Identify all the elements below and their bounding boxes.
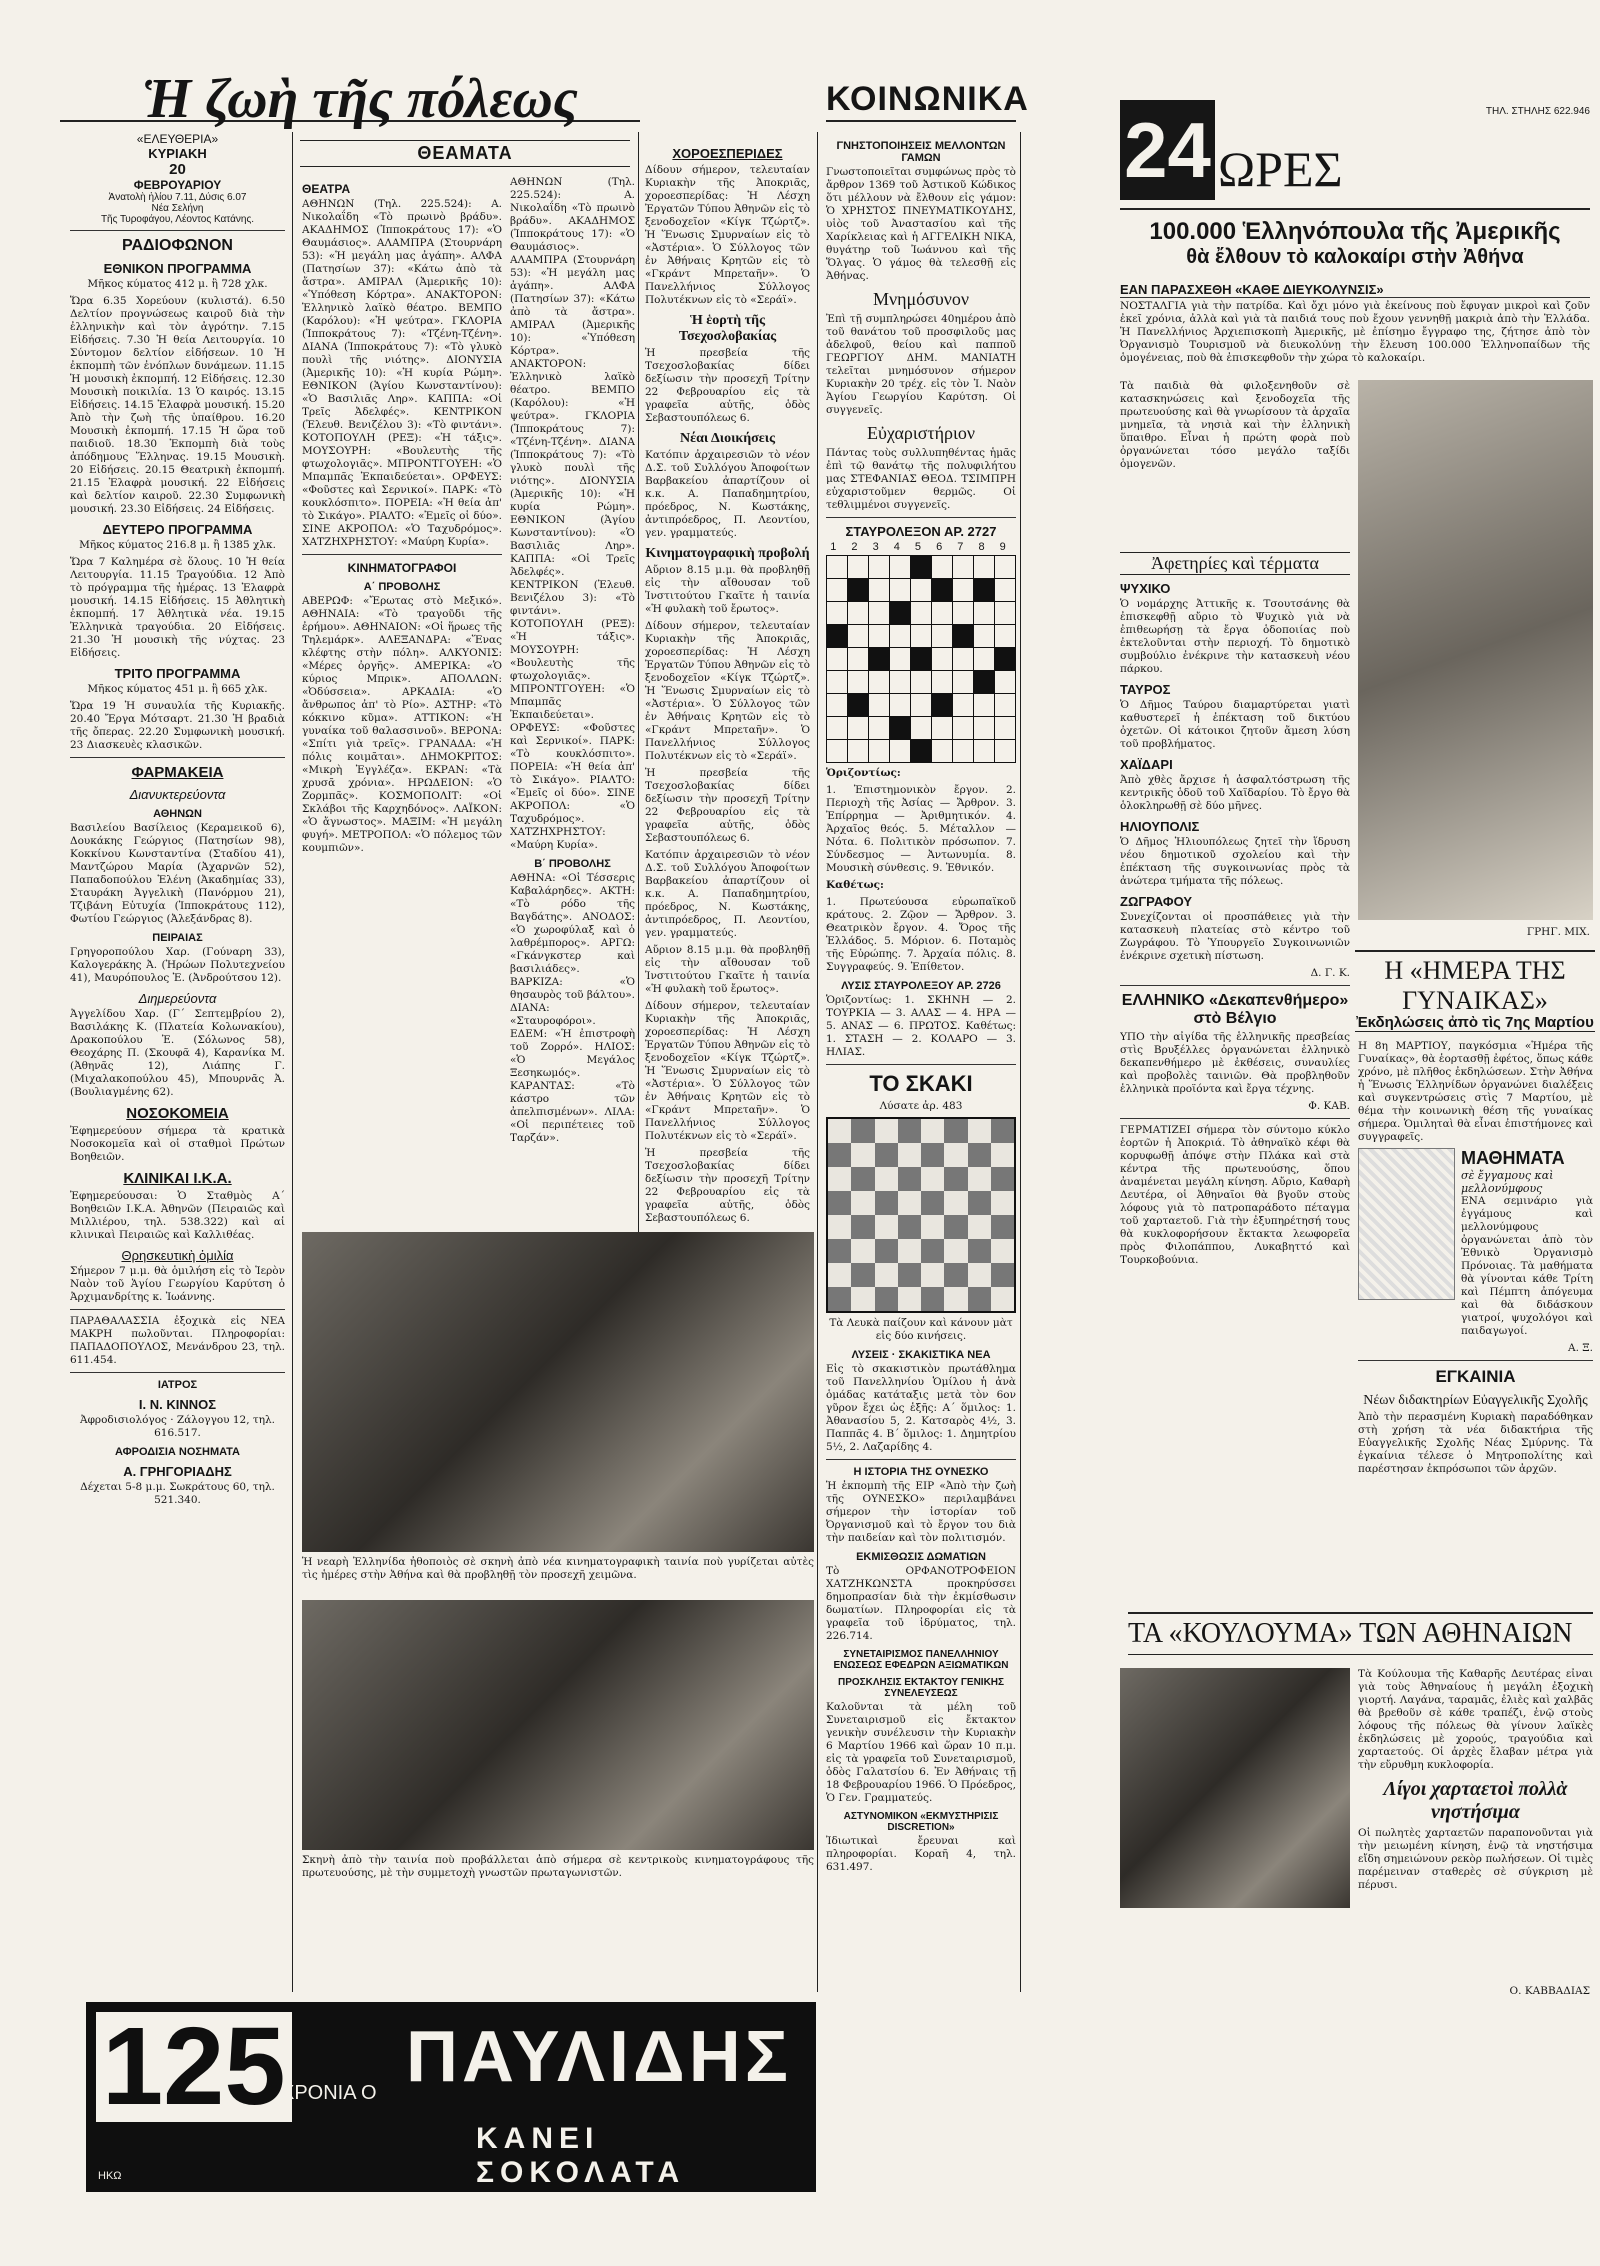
memorial-text: Ἐπὶ τῇ συμπληρώσει 40ημέρου ἀπὸ τοῦ θανάτου τοῦ προσφιλοῦς μας ἀδελφοῦ, θείου καὶ παπποῦ ΓΕΩΡΓΙΟΥ ΔΗΜ. ΜΑΝΙΑΤΗ τελεῖται μνημόσυνον σήμερον Κυριακὴν 20 τρέχ. εἰς τὸν Ἱ. Ναὸν Ἁγίου Γεωργίου Καρύτση. Οἱ συγγενεῖς. [826, 313, 1016, 416]
ika-clinics-text: Ἐφημερεύουσαι: Ὁ Σταθμὸς Α΄ Βοηθειῶν Ι.Κ.Α. Ἀθηνῶν (Πειραιῶς καὶ Μιλλιέρου, τηλ. 538.322) καὶ αἱ κλινικαὶ Πειραιῶς καὶ Καλλιθέας. [70, 1190, 285, 1241]
ad-slogan: ΚΑΝΕΙ ΣΟΚΟΛΑΤΑ [476, 2122, 686, 2189]
masthead-rule-right [826, 120, 1016, 122]
pharmacies-text2: Γρηγοροπούλου Χαρ. (Γούναρη 33), Καλογεράκης Ἀ. (Ἡρώων Πολυτεχνείου 41), Μαυρόπουλος Ἐ. (Ἀνδρούτσου 12). [70, 946, 285, 984]
hours-headline-1: 100.000 Ἑλληνόπουλα τῆς Ἀμερικῆς [1149, 218, 1561, 245]
almanac-month: ΦΕΒΡΟΥΑΡΙΟΥ [133, 178, 222, 192]
pharmacies-title: ΦΑΡΜΑΚΕΙΑ [131, 764, 224, 781]
unesco-title: Η ΙΣΤΟΡΙΑ ΤΗΣ ΟΥΝΕΣΚΟ [853, 1466, 989, 1478]
cinema-second-run: Β΄ ΠΡΟΒΟΛΗΣ [534, 858, 611, 870]
column-social [826, 134, 1016, 1994]
hospitals-text: Ἐφημερεύουν σήμερα τὰ κρατικὰ Νοσοκομεῖα καὶ οἱ σταθμοὶ Πρώτων Βοηθειῶν. [70, 1125, 285, 1163]
weddings-title: ΓΝΗΣΤΟΠΟΙΗΣΕΙΣ ΜΕΛΛΟΝΤΩΝ ΓΑΜΩΝ [836, 140, 1006, 164]
elliniko-title: ΕΛΛΗΝΙΚΟ «Δεκαπενθήμερο» στὸ Βέλγιο [1121, 992, 1349, 1027]
sermon-title: Θρησκευτικὴ ὁμιλία [121, 1248, 234, 1263]
radio-wave3: Μῆκος κύματος 451 μ. ἢ 665 χλκ. [87, 683, 268, 695]
theatres-text: ΑΘΗΝΩΝ (Τηλ. 225.524): Α. Νικολαΐδη «Τὸ πρωινὸ βράδυ». ΑΚΑΔΗΜΟΣ (Ἰπποκράτους 17): «Ὁ Θαυμάσιος». ΑΛΑΜΠΡΑ (Στουρνάρη 53): «Ἡ μεγάλη μας ἀγάπη». ΑΛΦΑ (Πατησίων 37): «Κάτω ἀπὸ τὰ ἄστρα». ΑΜΙΡΑΛ (Ἀμερικῆς 10): «Ὑπόθεση Κόρτρα». ΑΝΑΚΤΟΡΟΝ: Ἑλληνικὸ λαϊκὸ θέατρο. ΒΕΜΠΟ (Καρόλου): «Ἡ ψεύτρα». ΓΚΛΟΡΙΑ (Ἱπποκράτους 7): «Τζένη-Τζένη». ΔΙΑΝΑ (Ἱπποκράτους 7): «Τὸ γλυκὸ πουλὶ τῆς νιότης». ΔΙΟΝΥΣΙΑ (Ἀμερικῆς 10): «Ἡ κυρία Ρώμη». ΕΘΝΙΚΟΝ (Ἁγίου Κωνσταντίνου): «Ὁ Βασιλιᾶς Ληρ». ΚΑΠΠΑ: «Οἱ Τρεῖς Ἀδελφές». ΚΕΝΤΡΙΚΟΝ (Ἐλευθ. Βενιζέλου 3): «Τὸ φιντάνι». ΚΟΤΟΠΟΥΛΗ (ΡΕΞ): «Ἡ τάξις». ΜΟΥΣΟΥΡΗ: «Βουλευτὴς τῆς φτωχολογιᾶς». ΜΠΡΟΝΤΓΟΥΕΗ: «Ὁ Μπαμπᾶς Ἐκπαιδεύεται». ΟΡΦΕΥΣ: «Φοῦστες καὶ Σερνικοί». ΠΑΡΚ: «Τὸ κουκλόσπιτο». ΠΟΡΕΙΑ: «Ἡ θεία ἀπ' τὸ Σικάγο». ΡΙΑΛΤΟ: «Ἐμεῖς οἱ δύο». ΣΙΝΕ ΑΚΡΟΠΟΛ: «Ὁ Ταχυδρόμος». ΧΑΤΖΗΧΡΗΣΤΟΥ: «Μαύρη Κυρία». [302, 198, 502, 548]
film-photo [302, 1232, 814, 1552]
cinema-first-text: ΑΒΕΡΩΦ: «Ἔρωτας στὸ Μεξικό». ΑΘΗΝΑΙΑ: «Τὸ τραγοῦδι τῆς ἐρήμου». ΑΘΗΝΑΙΟΝ: «Οἱ ἥρωες τῆς Τηλεμάρκ». ΑΛΕΞΑΝΔΡΑ: «Ἕνας κλέφτης στὴν πόλη». ΑΛΚΥΟΝΙΣ: «Μέρες ὀργῆς». ΑΜΕΡΙΚΑ: «Ὁ κύριος Μπρικ». ΑΠΟΛΛΩΝ: «Ὀδύσσεια». ΑΡΚΑΔΙΑ: «Ὁ ἄνθρωπος ἀπ' τὸ Ρίο». ΑΣΤΗΡ: «Τὸ κόκκινο κῦμα». ΑΤΤΙΚΟΝ: «Ἡ γυναίκα τοῦ θαλασσινοῦ». ΒΕΡΟΝΑ: «Σπίτι γιὰ τρεῖς». ΓΡΑΝΑΔΑ: «Ἡ πόλις κοιμᾶται». ΔΗΜΟΚΡΙΤΟΣ: «Μικρὴ Ἐγγλέζα». ΕΚΡΑΝ: «Τὰ χρυσᾶ χρόνια». ΗΡΩΔΕΙΟΝ: «Ὁ Ζορμπᾶς». ΚΟΣΜΟΠΟΛΙΤ: «Οἱ Σκλάβοι τῆς Καρχηδόνος». ΛΑΪΚΟΝ: «Ὁ ἄγνωστος». ΜΑΞΙΜ: «Ἡ μεγάλη φυγή». ΜΕΤΡΟΠΟΛ: «Ὁ πόλεμος τῶν κουμπιῶν». [302, 595, 502, 854]
womens-day-sub: Ἐκδηλώσεις ἀπὸ τὶς 7ης Μαρτίου [1356, 1014, 1594, 1031]
almanac-divider [70, 230, 285, 231]
almanac-sun: Ἀνατολὴ ἡλίου 7.11, Δύσις 6.07 [108, 192, 247, 203]
film-caption: Ἡ νεαρὴ Ἐλληνίδα ἠθοποιὸς σὲ σκηνὴ ἀπὸ νέα κινηματογραφικὴ ταινία ποὺ γυρίζεται αὐτὲς τὶς ἡμέρες στὴν Ἀθήνα καὶ θὰ προβληθῇ τὸν προσεχῆ χειμῶνα. [302, 1556, 814, 1581]
koulouma-signature: Ο. ΚΑΒΒΑΔΙΑΣ [1509, 1985, 1590, 1997]
crossword-divider [826, 517, 1016, 518]
dances-title: ΧΟΡΟΕΣΠΕΡΙΔΕΣ [672, 146, 783, 161]
couple-caption: Σκηνὴ ἀπὸ τὴν ταινία ποὺ προβάλλεται ἀπὸ σήμερα σὲ κεντρικοὺς κινηματογράφους τῆς πρωτευούσης, μὲ τὴν συμμετοχὴ γνωστῶν πρωταγωνιστῶν. [302, 1854, 814, 1879]
pharmacies-text1: Βασιλείου Βασίλειος (Κεραμεικοῦ 6), Δουκάκης Γεώργιος (Πατησίων 98), Κοκκίνου Κωνσταντίνα (Σταδίου 41), Μαντζώρου Μαρία (Ἀχαρνῶν 52), Παπαδοπούλου Ἑλένη (Ἀκαδημίας 33), Σταυράκη Ἀγγελικὴ (Πανόρμου 21), Τζιβάνη Εὐτυχία (Ἱπποκράτους 112), Φωτίου Γεώργιος (Ἀλεξάνδρας 8). [70, 822, 285, 925]
doctor-name: Ι. Ν. ΚΙΝΝΟΣ [138, 1397, 217, 1412]
coop-title: ΣΥΝΕΤΑΙΡΙΣΜΟΣ ΠΑΝΕΛΛΗΝΙΟΥ ΕΝΩΣΕΩΣ ΕΦΕΔΡΩΝ ΑΞΙΩΜΑΤΙΚΩΝ [833, 1649, 1009, 1671]
radio-ethniko: ΕΘΝΙΚΟΝ ΠΡΟΓΡΑΜΜΑ [103, 261, 252, 276]
koulouma-title: ΤΑ «ΚΟΥΛΟΥΜΑ» ΤΩΝ ΑΘΗΝΑΙΩΝ [1128, 1612, 1593, 1655]
hours-badge [1120, 100, 1215, 200]
chess-divider [826, 1064, 1016, 1065]
phone-note: ΤΗΛ. ΣΤΗΛΗΣ 622.946 [1485, 106, 1590, 117]
column-theatres-2 [510, 176, 635, 1221]
new-boards-title: Νέαι Διοικήσεις [680, 431, 775, 446]
kites-title: Λίγοι χαρταετοὶ πολλὰ νηστήσιμα [1383, 1778, 1568, 1823]
police-text: Ἰδιωτικαὶ ἔρευναι καὶ πληροφορίαι. Κοραῆ 4, τηλ. 631.497. [826, 1835, 1016, 1873]
film-show-text-repeat: Αὔριον 8.15 μ.μ. θὰ προβληθῇ εἰς τὴν αἴθουσαν τοῦ Ἰνστιτούτου Γκαῖτε ἡ ταινία «Ἡ φυλακὴ τοῦ ἔρωτος». [645, 944, 810, 995]
inauguration-title: ΕΓΚΑΙΝΙΑ [1435, 1367, 1516, 1386]
hours-headline [1120, 218, 1590, 269]
lessons-text: ΕΝΑ σεμινάριο γιὰ ἐγγάμους καὶ μελλονύμφους ὀργανώνεται ἀπὸ τὸν Ἐθνικὸ Ὀργανισμὸ Πρόνοιας. Τὰ μαθήματα θὰ γίνονται κάθε Τρίτη καὶ Πέμπτη ἀπόγευμα καὶ θὰ διδάσκουν γιατροί, ψυχολόγοι καὶ παιδαγωγοί. [1461, 1195, 1593, 1337]
ad-brand: ΠΑΥΛΙΔΗΣ [406, 2017, 792, 2097]
cinema-first-run: Α΄ ΠΡΟΒΟΛΗΣ [363, 581, 441, 593]
doctor-title: ΙΑΤΡΟΣ [157, 1379, 198, 1391]
film-show-text: Αὔριον 8.15 μ.μ. θὰ προβληθῇ εἰς τὴν αἴθουσαν τοῦ Ἰνστιτούτου Γκαῖτε ἡ ταινία «Ἡ φυλακὴ τοῦ ἔρωτος». [645, 564, 810, 615]
ika-clinics-title: ΚΛΙΝΙΚΑΙ Ι.Κ.Α. [123, 1170, 232, 1187]
almanac-moon: Νέα Σελήνη [151, 203, 204, 214]
womens-day-title: Η «ΗΜΕΡΑ ΤΗΣ ΓΥΝΑΙΚΑΣ» [1355, 950, 1595, 1016]
womens-day-text: Η 8η ΜΑΡΤΙΟΥ, παγκόσμια «Ἡμέρα τῆς Γυναίκας», θὰ ἑορτασθῇ ἐφέτος, ὅπως κάθε χρόνο, μὲ πλῆθος ἐκδηλώσεων. Στὴν Ἀθήνα ἡ Ἕνωσις Ἑλληνίδων ὀργανώνει διαλέξεις καὶ συγκεντρώσεις στὶς 7 Μαρτίου, μὲ θέμα τὴν κοινωνικὴ θέση τῆς γυναίκας σήμερα. Ὁμιληταὶ θὰ εἶναι ἐπιστήμονες καὶ συγγραφεῖς. [1358, 1040, 1593, 1143]
couple-photo [302, 1600, 814, 1850]
radio-text3: Ὥρα 19 Ἡ συναυλία τῆς Κυριακῆς. 20.40 Ἔργα Μότσαρτ. 21.30 Ἡ βραδιὰ τῆς ὄπερας. 22.20 Συμφωνικὴ μουσική. 23 Διασκευὲς κλασικῶν. [70, 700, 285, 751]
column-theatres [302, 176, 502, 1221]
col3-vrule [638, 132, 639, 1232]
inauguration-text: Ἀπὸ τὴν περασμένη Κυριακὴ παραδόθηκαν στὴ χρήση τὰ νέα διδακτήρια τῆς Εὐαγγελικῆς Σχολῆς Νέας Σμύρνης. Τὰ ἐγκαίνια τέλεσε ὁ Μητροπολίτης καὶ παρέστησαν ἐκπρόσωποι τῶν ἀρχῶν. [1358, 1411, 1593, 1475]
crossword-down-label: Καθέτως: [826, 879, 884, 891]
crossword-grid [826, 555, 1016, 763]
ad-divider [70, 1309, 285, 1310]
koinonika-title: ΚΟΙΝΩΝΙΚΑ [826, 80, 1029, 118]
aphro-title: ΑΦΡΟΔΙΣΙΑ ΝΟΣΗΜΑΤΑ [115, 1446, 240, 1458]
almanac-saints: Τῆς Τυροφάγου, Λέοντος Κατάνης. [100, 214, 255, 225]
column-women [1358, 1040, 1593, 1610]
almanac-date: 20 [169, 161, 186, 178]
chess-caption: Τὰ Λευκὰ παίζουν καὶ κάνουν μὰτ εἰς δύο κινήσεις. [829, 1317, 1013, 1342]
radio-wave2: Μῆκος κύματος 216.8 μ. ἢ 1385 χλκ. [79, 539, 276, 551]
col5-vrule [1020, 132, 1021, 1992]
ad-years: 125 [96, 2012, 292, 2122]
new-boards-text-repeat: Κατόπιν ἀρχαιρεσιῶν τὸ νέον Δ.Σ. τοῦ Συλλόγου Ἀποφοίτων Βαρβακείου ἀπαρτίζουν οἱ κ.κ. Α. Παπαδημητρίου, πρόεδρος, Ν. Κωστάκης, ἀντιπρόεδρος, Π. Λεοντίου, γεν. γραμματεύς. [645, 849, 810, 939]
pharmacies-athens: ΑΘΗΝΩΝ [153, 808, 202, 820]
hours-word: ΩΡΕΣ [1218, 141, 1343, 197]
chess-solutions-title: ΛΥΣΕΙΣ · ΣΚΑΚΙΣΤΙΚΑ ΝΕΑ [851, 1349, 991, 1361]
hours-lead: ΝΟΣΤΑΛΓΙΑ γιὰ τὴν πατρίδα. Καὶ ὄχι μόνο γιὰ ἐκείνους ποὺ ἔφυγαν μικροὶ καὶ ζοῦν ἐκεῖ χρόνια, ἀλλὰ καὶ γιὰ τὰ παιδιά τους ποὺ ἔχουν γεννηθῇ μακριὰ ἀπὸ τὴν Ἑλλάδα. Ἡ Πανελλήνιος Ἀρχιεπισκοπὴ Ἀμερικῆς, μὲ ἐπίσημο ἔγγραφο της, ζήτησε ἀπὸ τὸν Ὀργανισμὸ Τουρισμοῦ νὰ διευκολύνῃ τὴν ἔλευση 100.000 Ἑλληνοπαίδων τῆς ὁμογένειας, ποὺ θὰ ἐπισκεφθοῦν τὴν χώρα τὸ καλοκαίρι. [1120, 300, 1590, 364]
afetiries-title: Ἀφετηρίες καὶ τέρματα [1120, 552, 1350, 575]
unesco-text: Ἡ ἐκπομπὴ τῆς ΕΙΡ «Ἀπὸ τὴν ζωὴ τῆς ΟΥΝΕΣΚΟ» περιλαμβάνει σήμερον τὴν ἱστορίαν τοῦ Ὀργανισμοῦ καὶ τὸ ἔργον του διὰ τὴν παιδείαν καὶ τὸν πολιτισμόν. [826, 1480, 1016, 1544]
seaside-ad: ΠΑΡΑΘΑΛΑΣΣΙΑ ἐξοχικὰ εἰς ΝΕΑ ΜΑΚΡΗ πωλοῦνται. Πληροφορίαι: ΠΑΠΑΔΟΠΟΥΛΟΣ, Μενάνδρου 23, τηλ. 611.454. [70, 1315, 285, 1366]
hospitals-title: ΝΟΣΟΚΟΜΕΙΑ [126, 1105, 229, 1122]
hours-photo-body: Τὰ παιδιὰ θὰ φιλοξενηθοῦν σὲ κατασκηνώσεις καὶ ξενοδοχεῖα τῆς πρωτευούσης καὶ θὰ γνωρίσουν τὰ ἀρχαῖα μνημεῖα, τὰ νησιὰ καὶ τὴν ἑλληνικὴ ὕπαιθρο. Εἶναι ἡ πρώτη φορὰ ποὺ ὀργανώνεται τόσο μεγάλο ταξίδι ὁμογενῶν. [1120, 380, 1350, 470]
iliou-text: Ὁ Δῆμος Ἡλιουπόλεως ζητεῖ τὴν ἵδρυση νέου δημοτικοῦ σχολείου καὶ τὴν ἐπέκταση τῆς συγκοινωνίας πρὸς τὰ ἀνώτερα τμήματα τῆς πόλεως. [1120, 836, 1350, 887]
rental-title: ΕΚΜΙΣΘΩΣΙΣ ΔΩΜΑΤΙΩΝ [856, 1551, 986, 1563]
crossword-across-label: Ὁριζοντίως: [826, 767, 901, 779]
new-boards-text: Κατόπιν ἀρχαιρεσιῶν τὸ νέον Δ.Σ. τοῦ Συλλόγου Ἀποφοίτων Βαρβακείου ἀπαρτίζουν οἱ κ.κ. Α. Παπαδημητρίου, πρόεδρος, Ν. Κωστάκης, ἀντιπρόεδρος, Π. Λεοντίου, γεν. γραμματεύς. [645, 449, 810, 539]
zografou-title: ΖΩΓΡΑΦΟΥ [1120, 894, 1193, 909]
film-show-title: Κινηματογραφικὴ προβολή [645, 546, 810, 561]
rental-text: Τὸ ΟΡΦΑΝΟΤΡΟΦΕΙΟΝ ΧΑΤΖΗΚΩΝΣΤΑ προκηρύσσει δημοπρασίαν διὰ τὴν ἐκμίσθωσιν δωματίων. Πληροφορίαι εἰς τὰ γραφεῖα τοῦ ἱδρύματος, τηλ. 226.714. [826, 1565, 1016, 1642]
coop-text: Καλοῦνται τὰ μέλη τοῦ Συνεταιρισμοῦ εἰς ἔκτακτον γενικὴν συνέλευσιν τὴν Κυριακὴν 6 Μαρτίου 1966 καὶ ὥραν 10 π.μ. εἰς τὰ γραφεῖα τοῦ Συνεταιρισμοῦ, ὁδὸς Γαλατσίου 6. Ἐν Ἀθήναις τῇ 18 Φεβρουαρίου 1966. Ὁ Πρόεδρος, Ὁ Γεν. Γραμματεύς. [826, 1701, 1016, 1804]
pharmacies-piraeus: ΠΕΙΡΑΙΑΣ [152, 932, 203, 944]
dances-text-repeat2: Δίδουν σήμερον, τελευταίαν Κυριακὴν τῆς Ἀποκριᾶς, χοροεσπερίδας: Ἡ Λέσχη Ἐργατῶν Τύπου Ἀθηνῶν εἰς τὸ ξενοδοχεῖον «Κίγκ Τζώρτζ». Ἡ Ἕνωσις Σμυρναίων εἰς τὸ «Ἀστέρια». Ὁ Σύλλογος τῶν ἐν Ἀθήναις Κρητῶν εἰς τὸ «Γκράντ Μπρεταῆν». Ὁ Πανελλήνιος Σύλλογος Πολυτέκνων εἰς τὸ «Σεράϊ». [645, 1000, 810, 1142]
column-afetiries [1120, 546, 1350, 1606]
cinema-title: ΚΙΝΗΜΑΤΟΓΡΑΦΟΙ [347, 561, 457, 575]
kites-text: Οἱ πωλητὲς χαρταετῶν παραπονοῦνται γιὰ τὴν μειωμένη κίνηση, ἐνῷ τὰ νηστήσιμα εἴδη σημειώνουν ρεκὸρ πωλήσεων. Οἱ τιμὲς παρέμειναν σταθερὲς σὲ σύγκριση μὲ πέρυσι. [1358, 1827, 1593, 1891]
pharmacies-text3: Ἀγγελίδου Χαρ. (Γ΄ Σεπτεμβρίου 2), Βασιλάκης Κ. (Πλατεία Κολωνακίου), Δρακοπούλου Ἐ. (Σόλωνος 58), Θεοχάρης Π. (Σκουφᾶ 4), Καρανίκα Μ. (Ἀθηνᾶς 12), Λιάπης Γ. (Μιχαλακοπούλου 45), Μπουρνᾶς Ἀ. (Βουλιαγμένης 62). [70, 1008, 285, 1098]
boy-photo [1358, 380, 1593, 920]
cinema-second-text: ΑΘΗΝΑ: «Οἱ Τέσσερις Καβαλάρηδες». ΑΚΤΗ: «Τὸ ρόδο τῆς Βαγδάτης». ΑΝΟΔΟΣ: «Ὁ χωροφύλαξ καὶ ὁ λαθρέμπορος». ΑΡΓΩ: «Γκάνγκστερ καὶ βασιλιάδες». ΒΑΡΚΙΖΑ: «Ὁ θησαυρὸς τοῦ βάλτου». ΔΙΑΝΑ: «Σταυροφόροι». ΕΔΕΜ: «Ἡ ἐπιστροφὴ τοῦ Ζορρό». ΗΛΙΟΣ: «Ὁ Μεγάλος Ξεσηκωμός». ΚΑΡΑΝΤΑΣ: «Τὸ κάστρο τῶν ἀπελπισμένων». ΛΙΛΑ: «Οἱ περιπέτειες τοῦ Ταρζάν». [510, 872, 635, 1144]
thanks-text: Πάντας τοὺς συλλυπηθέντας ἡμᾶς ἐπὶ τῷ θανάτῳ τῆς πολυφιλήτου μας ΣΤΕΦΑΝΙΑΣ ΘΕΟΔ. ΤΣΙΜΠΡΗ εὐχαριστοῦμεν θερμῶς. Οἱ τεθλιμμένοι συγγενεῖς. [826, 447, 1016, 511]
col1-vrule [292, 132, 293, 1992]
koulouma-text-col [1358, 1668, 1593, 1998]
gerontes-divider [1120, 1118, 1350, 1119]
theatres-sub: ΘΕΑΤΡΑ [302, 182, 351, 196]
chess-board [826, 1117, 1016, 1313]
crossword-title: ΣΤΑΥΡΟΛΕΞΟΝ ΑΡ. 2727 [845, 524, 997, 539]
thanks-title: Εὐχαριστήριον [866, 423, 976, 443]
psychiko-text: Ὁ νομάρχης Ἀττικῆς κ. Τσουτσάνης θὰ ἐπισκεφθῇ αὔριο τὸ Ψυχικὸ γιὰ νὰ ἐπιθεωρήσῃ τὰ ἔργα ὁδοποιίας ποὺ ἐκτελοῦνται στὴν περιοχή. Τὸ δημοτικὸ συμβούλιο ἐνέκρινε τὴν κατασκευὴ νέου πάρκου. [1120, 598, 1350, 675]
crossword-solution: Ὁριζοντίως: 1. ΣΚΗΝΗ — 2. ΤΟΥΡΚΙΑ — 3. ΑΛΑΣ — 4. ΗΡΑ — 5. ΑΝΑΣ — 6. ΠΡΩΤΟΣ. Καθέτως: 1. ΣΤΑΣΗ — 2. ΚΟΛΑΡΟ — 3. ΗΛΙΑΣ. [826, 994, 1016, 1058]
crossword-cols: 1 2 3 4 5 6 7 8 9 [830, 541, 1012, 553]
iliou-title: ΗΛΙΟΥΠΟΛΙΣ [1120, 819, 1200, 834]
pharmacies-day: Διημερεύοντα [138, 991, 217, 1006]
hours-kicker: ΕΑΝ ΠΑΡΑΣΧΕΘΗ «ΚΑΘΕ ΔΙΕΥΚΟΛΥΝΣΙΣ» [1120, 282, 1590, 298]
col4-vrule [817, 132, 818, 1992]
ad-years-word: ΧΡΟΝΙΑ Ο [281, 2082, 377, 2104]
radio-divider [70, 757, 285, 758]
pavlidis-ad [86, 2002, 816, 2192]
tavros-text: Ὁ Δῆμος Ταύρου διαμαρτύρεται γιατὶ καθυστερεῖ ἡ ἐπέκταση τοῦ δικτύου ὀχετῶν. Οἱ κάτοικοι ζητοῦν ἄμεση λύση τοῦ προβλήματος. [1120, 699, 1350, 750]
memorial-title: Μνημόσυνον [872, 289, 970, 309]
city-life-title: Ἡ ζωὴ τῆς πόλεως [142, 68, 578, 130]
chaidari-title: ΧΑΪΔΑΡΙ [1120, 757, 1173, 772]
almanac-paper: «ΕΛΕΥΘΕΡΙΑ» [136, 132, 219, 146]
dances-text: Δίδουν σήμερον, τελευταίαν Κυριακὴν τῆς Ἀποκριᾶς, χοροεσπερίδας: Ἡ Λέσχη Ἐργατῶν Τύπου Ἀθηνῶν εἰς τὸ ξενοδοχεῖον «Κίγκ Τζώρτζ». Ἡ Ἕνωσις Σμυρναίων εἰς τὸ «Ἀστέρια». Ὁ Σύλλογος τῶν ἐν Ἀθήναις Κρητῶν εἰς τὸ «Γκράντ Μπρεταῆν». Ὁ Πανελλήνιος Σύλλογος Πολυτέκνων εἰς τὸ «Σεράϊ». [645, 164, 810, 306]
almanac-day: ΚΥΡΙΑΚΗ [148, 146, 207, 161]
radio-trito: ΤΡΙΤΟ ΠΡΟΓΡΑΜΜΑ [114, 666, 241, 681]
column-dances [645, 140, 810, 1225]
psychiko-title: ΨΥΧΙΚΟ [1120, 581, 1171, 596]
doctor-text: Ἀφροδισιολόγος · Ζάλογγου 12, τηλ. 616.517. [79, 1414, 276, 1439]
inauguration-divider [1358, 1360, 1593, 1361]
radio-text1: Ὥρα 6.35 Χορεύουν (κυλιστά). 6.50 Δελτίον προγνώσεως καιροῦ διὰ τὴν ἐλληνικὴν καὶ τὸν ἀγρότην. 7.15 Εἰδήσεις. 7.30 Ἡ θεία Λειτουργία. 10 Σύντομον δελτίον εἰδήσεων. 10 Ἡ ἐκπομπὴ τῶν ἐνόπλων δυνάμεων. 11.15 Ἡ μουσικὴ ἐκπομπή. 12 Εἰδήσεις. 12.30 Μουσικὴ ποικιλία. 13 Ὁ καιρός. 13.15 Εἰδήσεις. 14.15 Ἐλαφρὰ μουσική. 15.20 Ἀπὸ τὴν ζωὴ τῆς ὑπαίθρου. 16.20 Μουσικὴ ἐκπομπή. 17.15 Ἡ ὥρα τοῦ παιδιοῦ. 18.30 Ἐκπομπὴ διὰ τοὺς ἀπόδημους Ἕλληνας. 19.15 Μουσικὴ. 20 Εἰδήσεις. 20.15 Θεατρικὴ ἐκπομπή. 21.15 Ἐλαφρὰ μουσική. 22 Εἰδήσεις καὶ δελτίον καιροῦ. 22.30 Συμφωνικὴ μουσική. 23.30 Εἰδήσεις. 24 Εἰδήσεις. [70, 295, 285, 515]
nameday-text: Ἡ πρεσβεία τῆς Τσεχοσλοβακίας δίδει δεξίωσιν τὴν προσεχῆ Τρίτην 22 Φεβρουαρίου εἰς τὰ γραφεῖα αὐτῆς, ὁδὸς Σεβαστουπόλεως 6. [645, 347, 810, 424]
chess-title: ΤΟ ΣΚΑΚΙ [869, 1071, 973, 1096]
radio-title: ΡΑΔΙΟΦΩΝΟΝ [122, 237, 233, 254]
hours-number: 24 [1124, 106, 1211, 194]
zografou-signature: Δ. Γ. Κ. [1310, 967, 1350, 979]
crossword-across: 1. Ἐπιστημονικὸν ἔργον. 2. Περιοχὴ τῆς Ἀσίας — Ἄρθρον. 3. Ἐπίρρημα — Ἀριθμητικόν. 4. Ἀρχαῖος θεός. 5. Μέταλλον — Νότα. 6. Πολιτικὸν πρόσωπον. 7. Σύνδεσμος — Ἀντωνυμία. 8. Μουσικὴ σύνθεσις. 9. Ἐθνικόν. [826, 784, 1016, 874]
inauguration-sub: Νέων διδακτηρίων Εὐαγγελικῆς Σχολῆς [1363, 1393, 1588, 1408]
pharmacies-night: Διανυκτερεύοντα [129, 787, 226, 802]
doctor-divider [70, 1372, 285, 1373]
radio-text2: Ὥρα 7 Καλημέρα σὲ ὅλους. 10 Ἡ θεία Λειτουργία. 11.15 Τραγούδια. 12 Ἀπὸ τὸ πρόγραμμα τῆς ἡμέρας. 13 Ἐλαφρὰ μουσική. 14.15 Εἰδήσεις. 15 Ἀθλητικὴ ἐκπομπή. 17 Ἀθλητικὰ νέα. 19.15 Ἐλληνικὰ τραγούδια. 20 Εἰδήσεις. 21.30 Ἡ μουσικὴ τῆς νύχτας. 23 Εἰδήσεις. [70, 556, 285, 659]
hours-signature: ΓΡΗΓ. ΜΙΧ. [1526, 926, 1590, 938]
ad-corner: ΗΚΩ [98, 2170, 122, 2182]
crossword-solution-title: ΛΥΣΙΣ ΣΤΑΥΡΟΛΕΞΟΥ ΑΡ. 2726 [841, 980, 1001, 992]
elliniko-signature: Φ. ΚΑΒ. [1308, 1100, 1350, 1112]
column-almanac [70, 132, 285, 2002]
zografou-text: Συνεχίζονται οἱ προσπάθειες γιὰ τὴν κατασκευὴ πλατείας στὸ κέντρο τοῦ Ζωγράφου. Τὸ Ὑπουργεῖο Συγκοινωνιῶν ἐνέκρινε σχετικὴ πίστωση. [1120, 911, 1350, 962]
dances-text-repeat: Δίδουν σήμερον, τελευταίαν Κυριακὴν τῆς Ἀποκριᾶς, χοροεσπερίδας: Ἡ Λέσχη Ἐργατῶν Τύπου Ἀθηνῶν εἰς τὸ ξενοδοχεῖον «Κίγκ Τζώρτζ». Ἡ Ἕνωσις Σμυρναίων εἰς τὸ «Ἀστέρια». Ὁ Σύλλογος τῶν ἐν Ἀθήναις Κρητῶν εἰς τὸ «Γκράντ Μπρεταῆν». Ὁ Πανελλήνιος Σύλλογος Πολυτέκνων εἰς τὸ «Σεράϊ». [645, 620, 810, 762]
elliniko-divider [1120, 985, 1350, 986]
aphro-text: Δέχεται 5-8 μ.μ. Σωκράτους 60, τηλ. 521.340. [80, 1481, 275, 1506]
sermon-text: Σήμερον 7 μ.μ. θὰ ὁμιλήση εἰς τὸ Ἱερὸν Ναὸν τοῦ Ἁγίου Γεωργίου Καρύτση ὁ Ἀρχιμανδρίτης κ. Ἰωάννης. [70, 1265, 285, 1303]
radio-wave1: Μῆκος κύματος 412 μ. ἢ 728 χλκ. [87, 278, 268, 290]
koulouma-photo [1120, 1668, 1350, 1908]
tavros-title: ΤΑΥΡΟΣ [1120, 682, 1171, 697]
lessons-illustration [1358, 1148, 1455, 1300]
nameday-title: Ἡ ἑορτὴ τῆς Τσεχοσλοβακίας [678, 313, 777, 344]
theamata-title: ΘΕΑΜΑΤΑ [300, 140, 630, 167]
chess-text: Εἰς τὸ σκακιστικὸν πρωτάθλημα τοῦ Πανελληνίου Ὁμίλου ἡ ἀνὰ ὁμάδας κατάταξις μετὰ τὸν 6ον γῦρον ἔχει ὡς ἑξῆς: Α΄ ὅμιλος: 1. Ἀθανασίου 5, 2. Κατσαρὸς 4½, 3. Παππᾶς 4. Β΄ ὅμιλος: 1. Δημητρίου 5½, 2. Λαζαρίδης 4. [826, 1363, 1016, 1453]
hours-photo-text [1120, 380, 1350, 540]
theatres-text-cont: ΑΘΗΝΩΝ (Τηλ. 225.524): Α. Νικολαΐδη «Τὸ πρωινὸ βράδυ». ΑΚΑΔΗΜΟΣ (Ἰπποκράτους 17): «Ὁ Θαυμάσιος». ΑΛΑΜΠΡΑ (Στουρνάρη 53): «Ἡ μεγάλη μας ἀγάπη». ΑΛΦΑ (Πατησίων 37): «Κάτω ἀπὸ τὰ ἄστρα». ΑΜΙΡΑΛ (Ἀμερικῆς 10): «Ὑπόθεση Κόρτρα». ΑΝΑΚΤΟΡΟΝ: Ἑλληνικὸ λαϊκὸ θέατρο. ΒΕΜΠΟ (Καρόλου): «Ἡ ψεύτρα». ΓΚΛΟΡΙΑ (Ἱπποκράτους 7): «Τζένη-Τζένη». ΔΙΑΝΑ (Ἱπποκράτους 7): «Τὸ γλυκὸ πουλὶ τῆς νιότης». ΔΙΟΝΥΣΙΑ (Ἀμερικῆς 10): «Ἡ κυρία Ρώμη». ΕΘΝΙΚΟΝ (Ἁγίου Κωνσταντίνου): «Ὁ Βασιλιᾶς Ληρ». ΚΑΠΠΑ: «Οἱ Τρεῖς Ἀδελφές». ΚΕΝΤΡΙΚΟΝ (Ἐλευθ. Βενιζέλου 3): «Τὸ φιντάνι». ΚΟΤΟΠΟΥΛΗ (ΡΕΞ): «Ἡ τάξις». ΜΟΥΣΟΥΡΗ: «Βουλευτὴς τῆς φτωχολογιᾶς». ΜΠΡΟΝΤΓΟΥΕΗ: «Ὁ Μπαμπᾶς Ἐκπαιδεύεται». ΟΡΦΕΥΣ: «Φοῦστες καὶ Σερνικοί». ΠΑΡΚ: «Τὸ κουκλόσπιτο». ΠΟΡΕΙΑ: «Ἡ θεία ἀπ' τὸ Σικάγο». ΡΙΑΛΤΟ: «Ἐμεῖς οἱ δύο». ΣΙΝΕ ΑΚΡΟΠΟΛ: «Ὁ Ταχυδρόμος». ΧΑΤΖΗΧΡΗΣΤΟΥ: «Μαύρη Κυρία». [510, 176, 635, 851]
nameday-text-repeat: Ἡ πρεσβεία τῆς Τσεχοσλοβακίας δίδει δεξίωσιν τὴν προσεχῆ Τρίτην 22 Φεβρουαρίου εἰς τὰ γραφεῖα αὐτῆς, ὁδὸς Σεβαστουπόλεως 6. [645, 767, 810, 844]
cinema-divider [302, 554, 502, 555]
gerontes-text: ΓΕΡΜΑΤΙΖΕΙ σήμερα τὸν σύντομο κύκλο ἑορτῶν ἡ Ἀποκριά. Τὸ ἀθηναϊκὸ κέφι θὰ κορυφωθῇ ἀπόψε στὴν Πλάκα καὶ στὰ κέντρα τῆς πρωτευούσης, ὅπου ἀναμένεται μεγάλη κίνηση. Αὔριο, Καθαρὴ Δευτέρα, οἱ Ἀθηναῖοι θὰ βγοῦν στοὺς λόφους γιὰ τὸ πατροπαράδοτο πέταγμα τοῦ χαρταετοῦ. Γιὰ τὴν ἐξυπηρέτησή τους θὰ κυκλοφορήσουν ἔκτακτα λεωφορεῖα πρὸς Φιλοπάππου, Λυκαβηττό καὶ Τουρκοβούνια. [1120, 1124, 1350, 1266]
lessons-signature: Α. Ξ. [1568, 1342, 1593, 1354]
chaidari-text: Ἀπὸ χθὲς ἄρχισε ἡ ἀσφαλτόστρωση τῆς κεντρικῆς ὁδοῦ τοῦ Χαϊδαρίου. Τὸ ἔργο θὰ ὁλοκληρωθῇ σὲ δύο μῆνες. [1120, 774, 1350, 812]
aphro-name: Α. ΓΡΗΓΟΡΙΑΔΗΣ [123, 1464, 232, 1479]
weddings-text: Γνωστοποιεῖται συμφώνως πρὸς τὸ ἄρθρον 1369 τοῦ Ἀστικοῦ Κώδικος ὅτι μέλλουν νὰ ἔλθουν εἰς γάμον: Ὁ ΧΡΗΣΤΟΣ ΠΝΕΥΜΑΤΙΚΟΥΔΗΣ, υἱὸς τοῦ Ἀναστασίου καὶ τῆς Χαρίκλειας καὶ ἡ ΑΓΓΕΛΙΚΗ ΝΙΚΑ, θυγάτηρ τοῦ Ἰωάννου καὶ τῆς Ὅλγας. Ὁ γάμος θὰ τελεσθῇ εἰς Ἀθήνας. [826, 166, 1016, 282]
hours-headline-2: θὰ ἔλθουν τὸ καλοκαίρι στὴν Ἀθήνα [1186, 246, 1524, 268]
crossword-down: 1. Πρωτεύουσα εὐρωπαϊκοῦ κράτους. 2. Ζῷον — Ἄρθρον. 3. Θεατρικὸν ἔργον. 4. Ὄρος τῆς Ἑλλάδος. 5. Μόριον. 6. Ποταμὸς τῆς Εὐρώπης. 7. Ἀρχαία πόλις. 8. Συγγραφεύς. 9. Ἐπίθετον. [826, 896, 1016, 973]
elliniko-text: ΥΠΟ τὴν αἰγίδα τῆς ἑλληνικῆς πρεσβείας στὶς Βρυξέλλες ὀργανώνεται ἑλληνικὸ δεκαπενθήμερο μὲ ἐκθέσεις, συναυλίες καὶ προβολὲς ταινιῶν. Θὰ προβληθοῦν ἑλληνικὰ προϊόντα καὶ ἔργα τέχνης. [1120, 1031, 1350, 1095]
hours-rule [1120, 208, 1590, 210]
lessons-title: ΜΑΘΗΜΑΤΑ [1461, 1148, 1565, 1168]
radio-deftero: ΔΕΥΤΕΡΟ ΠΡΟΓΡΑΜΜΑ [102, 522, 253, 537]
lessons-sub: σὲ ἔγγαμους καὶ μελλονύμφους [1461, 1169, 1554, 1195]
nameday-text-repeat2: Ἡ πρεσβεία τῆς Τσεχοσλοβακίας δίδει δεξίωσιν τὴν προσεχῆ Τρίτην 22 Φεβρουαρίου εἰς τὰ γραφεῖα αὐτῆς, ὁδὸς Σεβαστουπόλεως 6. [645, 1147, 810, 1224]
koulouma-text: Τὰ Κούλουμα τῆς Καθαρῆς Δευτέρας εἶναι γιὰ τοὺς Ἀθηναίους ἡ μεγάλη ἐξοχικὴ γιορτή. Λαγάνα, ταραμᾶς, ἐλιὲς καὶ χαλβᾶς θὰ βρεθοῦν σὲ κάθε τραπέζι, ἐνῷ στοὺς λόφους τῆς πόλεως θὰ γίνουν λαϊκὲς ἐκδηλώσεις μὲ χορούς, τραγούδια καὶ χαρταετούς. Οἱ ἀρχὲς ἔλαβαν μέτρα γιὰ τὴν εὔρυθμη κυκλοφορία. [1358, 1668, 1593, 1771]
police-title: ΑΣΤΥΝΟΜΙΚΟΝ «ΕΚΜΥΣΤΗΡΙΣΙΣ DISCRETION» [843, 1811, 999, 1833]
unesco-divider [826, 1459, 1016, 1460]
coop-sub: ΠΡΟΣΚΛΗΣΙΣ ΕΚΤΑΚΤΟΥ ΓΕΝΙΚΗΣ ΣΥΝΕΛΕΥΣΕΩΣ [837, 1677, 1005, 1699]
chess-sub: Λύσατε ἀρ. 483 [879, 1100, 963, 1112]
